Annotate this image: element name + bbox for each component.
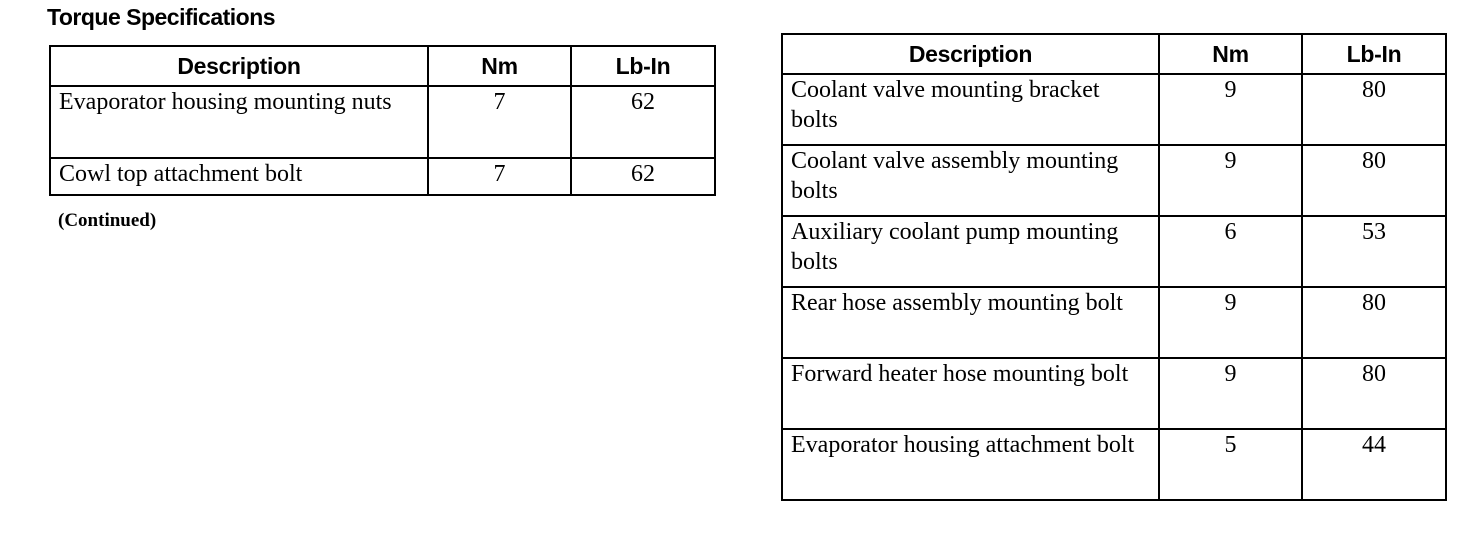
description-cell: Forward heater hose mounting bolt xyxy=(782,358,1159,429)
table-row xyxy=(782,287,1446,358)
table-row xyxy=(782,358,1446,429)
lbin-cell: 80 xyxy=(1302,358,1446,429)
description-cell: Coolant valve mounting bracket bolts xyxy=(782,74,1159,145)
nm-cell: 7 xyxy=(428,158,571,195)
table-header-row xyxy=(50,46,715,86)
table-row xyxy=(782,74,1446,145)
lbin-cell: 62 xyxy=(571,86,715,158)
column-header-nm: Nm xyxy=(1159,34,1302,74)
description-cell: Coolant valve assembly mounting bolts xyxy=(782,145,1159,216)
nm-cell: 9 xyxy=(1159,145,1302,216)
lbin-cell: 62 xyxy=(571,158,715,195)
lbin-cell: 80 xyxy=(1302,74,1446,145)
torque-table-left xyxy=(49,45,716,196)
column-header-lbin: Lb-In xyxy=(1302,34,1446,74)
nm-cell: 9 xyxy=(1159,74,1302,145)
table-row xyxy=(50,158,715,195)
nm-cell: 6 xyxy=(1159,216,1302,287)
column-header-description: Description xyxy=(50,46,428,86)
table-row xyxy=(782,429,1446,500)
lbin-cell: 53 xyxy=(1302,216,1446,287)
description-cell: Rear hose assembly mounting bolt xyxy=(782,287,1159,358)
description-cell: Evaporator housing mounting nuts xyxy=(50,86,428,158)
description-cell: Cowl top attachment bolt xyxy=(50,158,428,195)
description-cell: Auxiliary coolant pump mounting bolts xyxy=(782,216,1159,287)
table-row xyxy=(782,145,1446,216)
nm-cell: 5 xyxy=(1159,429,1302,500)
page-title: Torque Specifications xyxy=(47,4,276,30)
lbin-cell: 44 xyxy=(1302,429,1446,500)
column-header-description: Description xyxy=(782,34,1159,74)
table-header-row xyxy=(782,34,1446,74)
column-header-lbin: Lb-In xyxy=(571,46,715,86)
table-row xyxy=(50,86,715,158)
continued-note: (Continued) xyxy=(58,210,157,231)
lbin-cell: 80 xyxy=(1302,287,1446,358)
torque-table-right xyxy=(781,33,1447,501)
nm-cell: 9 xyxy=(1159,287,1302,358)
column-header-nm: Nm xyxy=(428,46,571,86)
description-cell: Evaporator housing attachment bolt xyxy=(782,429,1159,500)
lbin-cell: 80 xyxy=(1302,145,1446,216)
nm-cell: 9 xyxy=(1159,358,1302,429)
nm-cell: 7 xyxy=(428,86,571,158)
table-row xyxy=(782,216,1446,287)
